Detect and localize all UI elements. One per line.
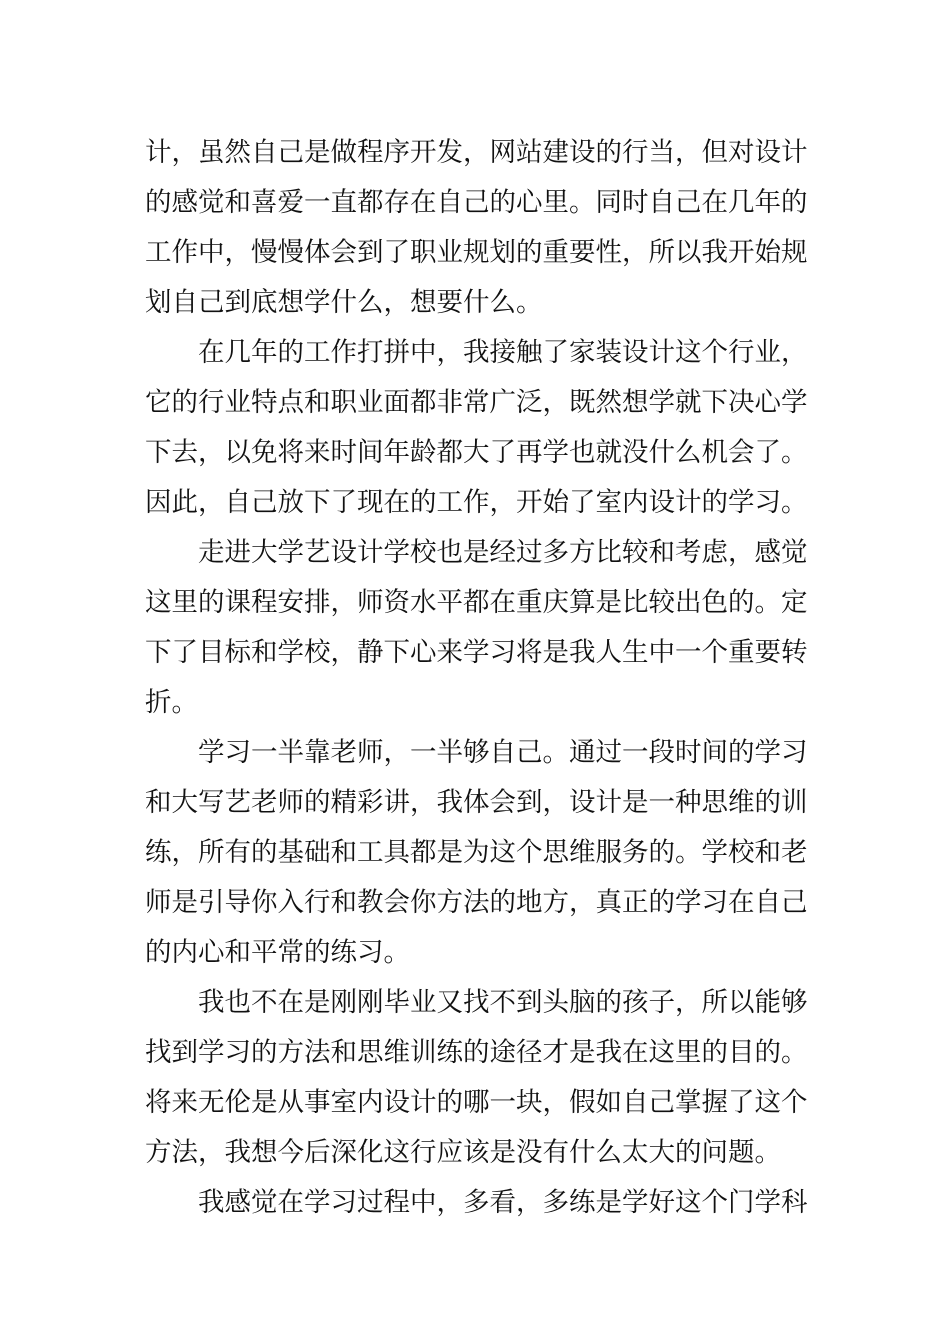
text-line: 下了目标和学校，静下心来学习将是我人生中一个重要转	[145, 637, 808, 668]
paragraph-first-line: 学习一半靠老师，一半够自己。通过一段时间的学习	[198, 737, 808, 768]
text-line: 工作中，慢慢体会到了职业规划的重要性，所以我开始规	[145, 237, 808, 268]
text-line: 找到学习的方法和思维训练的途径才是我在这里的目的。	[145, 1037, 808, 1068]
text-line: 师是引导你入行和教会你方法的地方，真正的学习在自己	[145, 887, 808, 918]
text-line: 的感觉和喜爱一直都存在自己的心里。同时自己在几年的	[145, 187, 808, 218]
text-line: 划自己到底想学什么，想要什么。	[145, 287, 543, 318]
text-line: 下去，以免将来时间年龄都大了再学也就没什么机会了。	[145, 437, 808, 468]
text-line: 这里的课程安排，师资水平都在重庆算是比较出色的。定	[145, 587, 808, 618]
text-line: 和大写艺老师的精彩讲，我体会到，设计是一种思维的训	[145, 787, 808, 818]
text-line: 将来无伦是从事室内设计的哪一块，假如自己掌握了这个	[145, 1087, 808, 1118]
paragraph-first-line: 走进大学艺设计学校也是经过多方比较和考虑，感觉	[198, 537, 808, 568]
text-line: 练，所有的基础和工具都是为这个思维服务的。学校和老	[145, 837, 808, 868]
text-line: 它的行业特点和职业面都非常广泛，既然想学就下决心学	[145, 387, 808, 418]
paragraph-first-line: 我感觉在学习过程中，多看，多练是学好这个门学科	[198, 1187, 808, 1218]
text-line: 方法，我想今后深化这行应该是没有什么太大的问题。	[145, 1137, 781, 1168]
body-text	[145, 128, 809, 1228]
paragraph-first-line: 在几年的工作打拼中，我接触了家装设计这个行业，	[198, 337, 808, 368]
text-line: 计，虽然自己是做程序开发，网站建设的行当，但对设计	[145, 137, 808, 168]
text-line: 折。	[145, 687, 198, 718]
paragraph-first-line: 我也不在是刚刚毕业又找不到头脑的孩子，所以能够	[198, 987, 808, 1018]
text-line: 的内心和平常的练习。	[145, 937, 410, 968]
text-line: 因此，自己放下了现在的工作，开始了室内设计的学习。	[145, 487, 808, 518]
